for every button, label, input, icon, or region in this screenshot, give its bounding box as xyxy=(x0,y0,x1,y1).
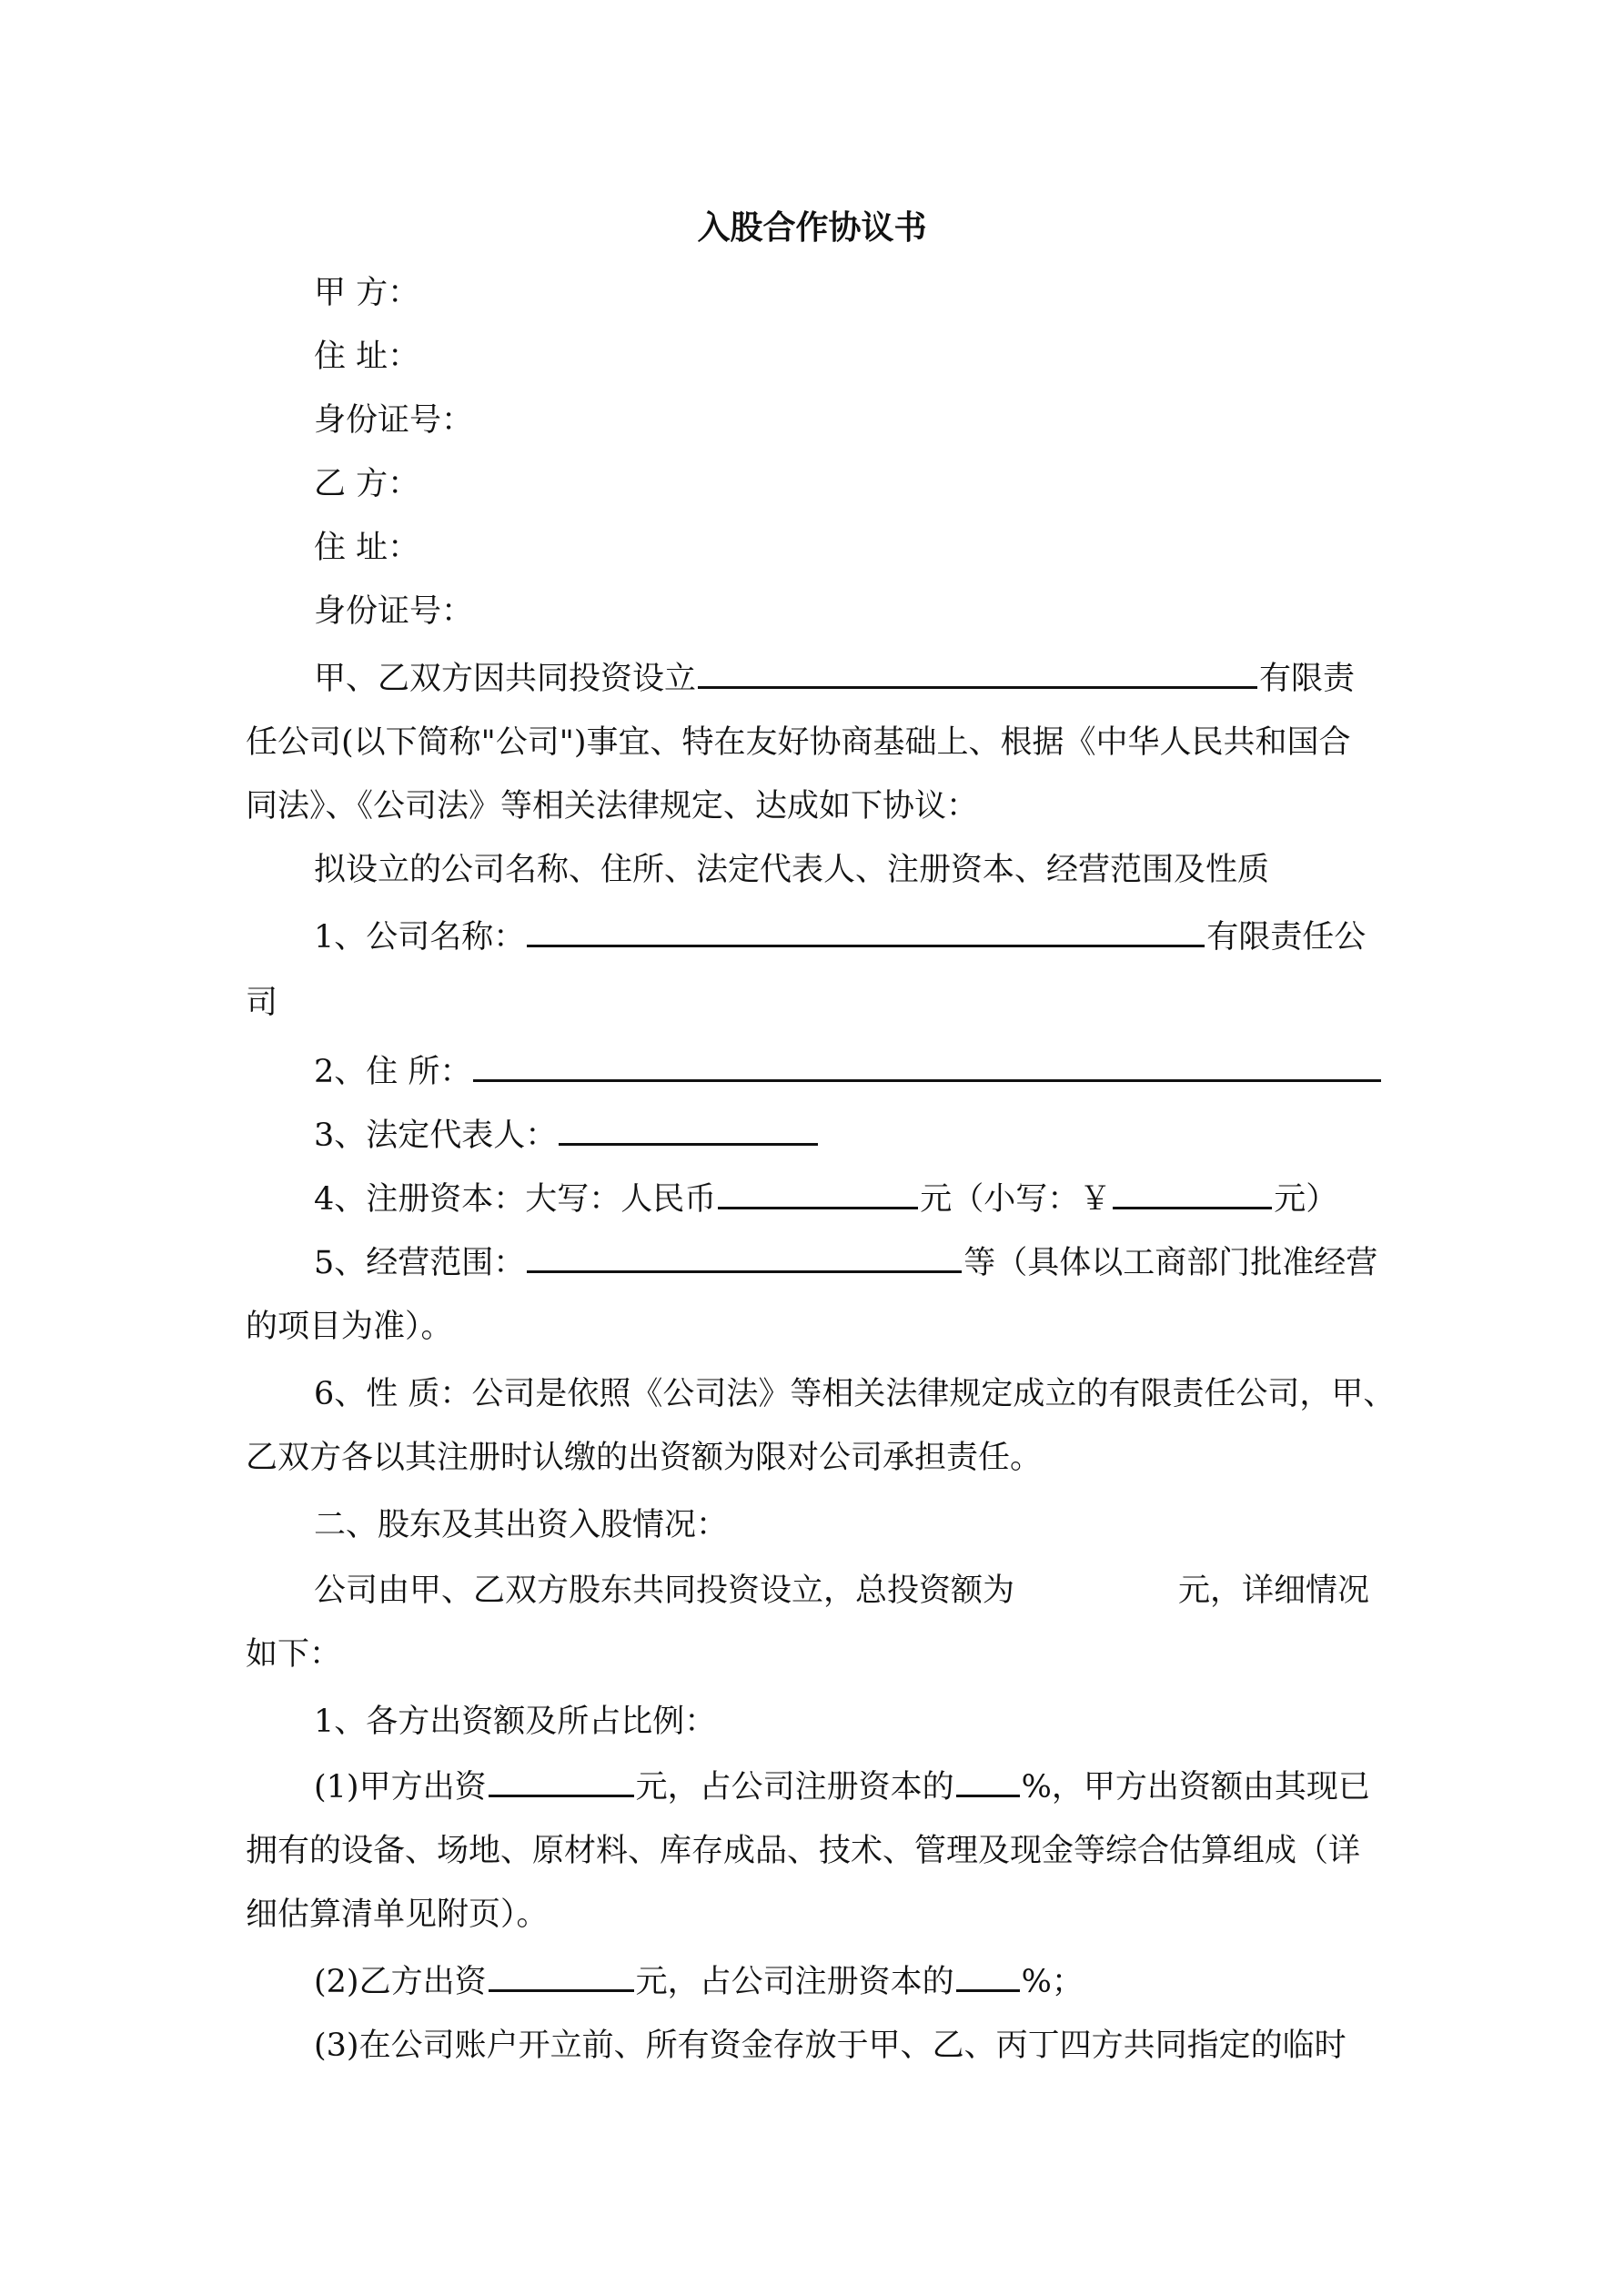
party-a-name-label: 甲 方： xyxy=(314,275,420,311)
intro-line-1-start: 甲、乙双方因共同投资设立 xyxy=(314,661,697,697)
section1-item5 xyxy=(314,1243,1377,1283)
item3-label: 3、法定代表人： xyxy=(314,1118,558,1154)
page-title: 入股合作协议书 xyxy=(697,208,927,247)
item6-line-1: 6、性 质：公司是依照《公司法》等相关法律规定成立的有限责任公司，甲、 xyxy=(314,1376,1396,1412)
party-b-address-label: 住 址： xyxy=(314,530,420,566)
item5-suffix: 等（具体以工商部门批准经营 xyxy=(963,1245,1378,1281)
party-b-id-label: 身份证号： xyxy=(314,593,474,630)
item1-label: 1、公司名称： xyxy=(314,919,526,956)
intro-line-1 xyxy=(314,659,1355,699)
item4-end: 元） xyxy=(1274,1181,1338,1218)
intro-line-1-end: 有限责 xyxy=(1259,661,1356,697)
item2-label: 2、住 所： xyxy=(314,1054,472,1090)
section1-heading: 拟设立的公司名称、住所、法定代表人、注册资本、经营范围及性质 xyxy=(314,852,1270,888)
section1-item2 xyxy=(314,1052,1383,1092)
party-a-contribution-line-2: 拥有的设备、场地、原材料、库存成品、技术、管理及现金等综合估算组成（详 xyxy=(246,1833,1361,1869)
section1-item3 xyxy=(314,1116,820,1156)
party-a-contribution-mid: 元，占公司注册资本的 xyxy=(635,1769,954,1805)
party-a-id-label: 身份证号： xyxy=(314,402,474,439)
party-b-name-label: 乙 方： xyxy=(314,466,420,502)
party-b-contribution-end: %； xyxy=(1021,1964,1084,2000)
party-b-contribution-mid: 元，占公司注册资本的 xyxy=(635,1964,954,2000)
item5-label: 5、经营范围： xyxy=(314,1245,526,1281)
company-name-blank xyxy=(698,659,1257,689)
item4-uppercase-blank xyxy=(718,1179,918,1209)
section2-intro xyxy=(314,1571,1369,1611)
section2-heading: 二、股东及其出资入股情况： xyxy=(314,1507,729,1543)
item1-blank xyxy=(527,917,1205,947)
section2-sub1: 1、各方出资额及所占比例： xyxy=(314,1704,717,1740)
item6-line-2: 乙双方各以其注册时认缴的出资额为限对公司承担责任。 xyxy=(246,1440,1043,1476)
section2-intro-end: 元，详细情况 xyxy=(1178,1573,1370,1609)
item1-suffix: 有限责任公 xyxy=(1206,919,1367,956)
item5-wrap: 的项目为准）。 xyxy=(246,1309,453,1345)
party-a-percent-blank xyxy=(956,1767,1020,1797)
item4-lowercase-blank xyxy=(1113,1179,1272,1209)
temporary-account-line-1: (3)在公司账户开立前、所有资金存放于甲、乙、丙丁四方共同指定的临时 xyxy=(314,2028,1347,2064)
section2-intro-wrap: 如下： xyxy=(246,1636,342,1673)
intro-line-2: 任公司(以下简称"公司")事宜、特在友好协商基础上、根据《中华人民共和国合 xyxy=(246,724,1351,761)
item4-label: 4、注册资本：大写：人民币 xyxy=(314,1181,717,1218)
party-b-percent-blank xyxy=(956,1962,1020,1992)
party-a-contribution-line-1 xyxy=(314,1767,1370,1807)
party-b-amount-blank xyxy=(489,1962,634,1992)
item5-blank xyxy=(527,1243,962,1273)
section1-item1 xyxy=(314,917,1366,957)
item4-mid: 元（小写：￥ xyxy=(920,1181,1112,1218)
item1-wrap: 司 xyxy=(246,985,278,1021)
item2-blank xyxy=(473,1052,1381,1082)
item3-blank xyxy=(559,1116,818,1146)
intro-line-3: 同法》、《公司法》等相关法律规定、达成如下协议： xyxy=(246,788,979,824)
party-b-contribution xyxy=(314,1962,1084,2002)
party-a-contribution-start: (1)甲方出资 xyxy=(314,1769,487,1805)
party-b-contribution-start: (2)乙方出资 xyxy=(314,1964,487,2000)
section1-item4 xyxy=(314,1179,1337,1219)
party-a-contribution-line-3: 细估算清单见附页）。 xyxy=(246,1896,549,1933)
party-a-amount-blank xyxy=(489,1767,634,1797)
party-a-contribution-end: %，甲方出资额由其现已 xyxy=(1021,1769,1370,1805)
party-a-address-label: 住 址： xyxy=(314,339,420,375)
section2-intro-start: 公司由甲、乙双方股东共同投资设立，总投资额为 xyxy=(314,1573,1015,1609)
